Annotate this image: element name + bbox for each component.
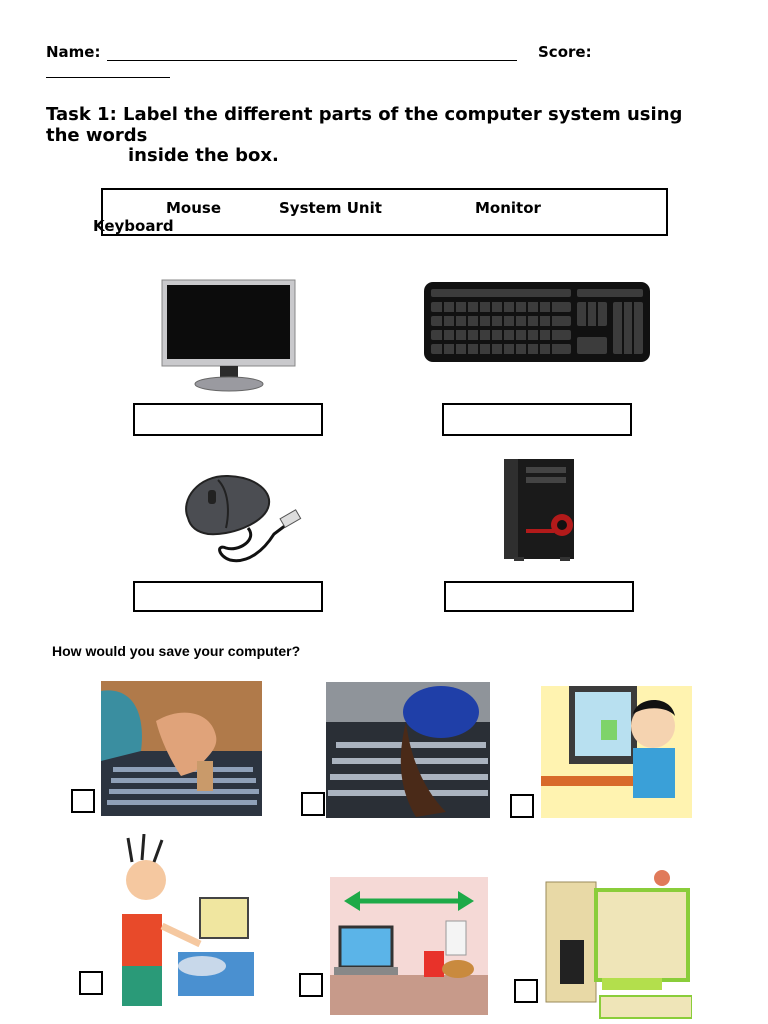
- monitor-picture: [160, 278, 298, 394]
- checkbox-computer-cover[interactable]: [514, 979, 538, 1003]
- keyboard-label-box[interactable]: [442, 403, 632, 436]
- checkbox-spilling-drink[interactable]: [301, 792, 325, 816]
- checkbox-angry-man[interactable]: [79, 971, 103, 995]
- word-monitor: Monitor: [475, 199, 541, 217]
- save-computer-question: How would you save your computer?: [52, 643, 301, 659]
- system-unit-picture: [500, 457, 582, 563]
- word-mouse: Mouse: [166, 199, 222, 217]
- keyboard-picture: [423, 281, 651, 363]
- name-label: Name:: [46, 43, 101, 61]
- score-label: Score:: [538, 43, 592, 61]
- food-away-from-laptop-picture: [330, 877, 488, 1015]
- system-unit-label-box[interactable]: [444, 581, 634, 612]
- wiping-screen-picture: [541, 686, 692, 818]
- checkbox-wiping-screen[interactable]: [510, 794, 534, 818]
- name-line[interactable]: [107, 60, 517, 61]
- task1-instruction-line3: inside the box.: [128, 145, 279, 166]
- checkbox-cleaning-keyboard[interactable]: [71, 789, 95, 813]
- computer-cover-picture: [542, 870, 692, 1022]
- word-system-unit: System Unit: [279, 199, 382, 217]
- checkbox-food-away[interactable]: [299, 973, 323, 997]
- task1-instruction-line2: the words: [46, 125, 148, 146]
- monitor-label-box[interactable]: [133, 403, 323, 436]
- score-line[interactable]: [46, 77, 170, 78]
- mouse-label-box[interactable]: [133, 581, 323, 612]
- mouse-picture: [178, 470, 302, 566]
- task1-instruction-line1: Task 1: Label the different parts of the computer system using: [46, 104, 683, 125]
- word-keyboard: Keyboard: [93, 217, 174, 235]
- spilling-drink-picture: [326, 682, 490, 818]
- angry-man-picture: [104, 834, 260, 1016]
- cleaning-keyboard-picture: [101, 681, 262, 816]
